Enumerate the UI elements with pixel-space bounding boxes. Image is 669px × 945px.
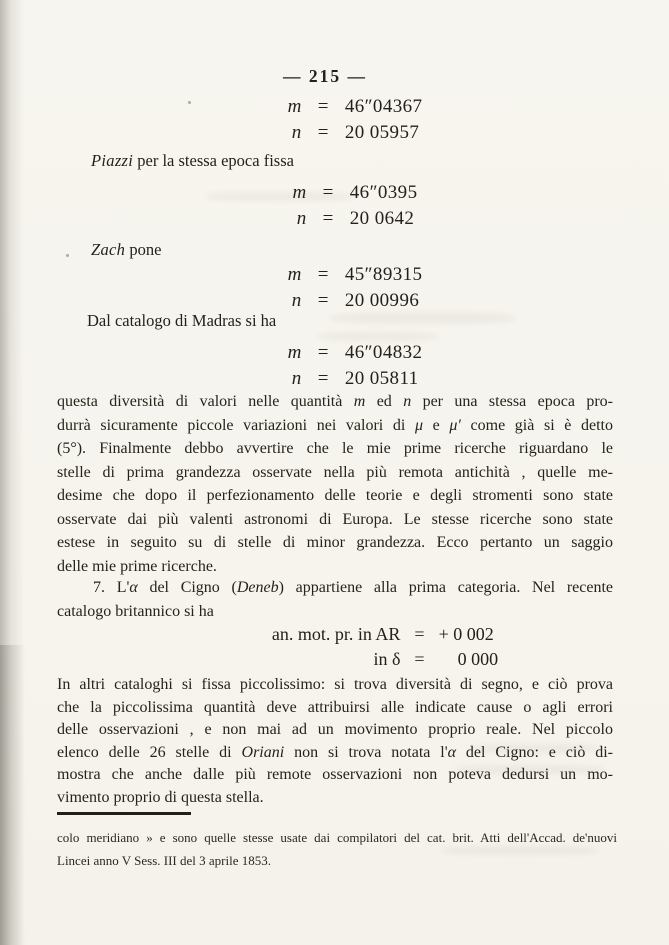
footnote-rule: [57, 812, 191, 815]
text-line: vimento proprio di questa stella.: [57, 788, 264, 806]
paragraph-diversita: [57, 390, 613, 578]
text-line: delle osservazioni , e non mai ad un movimento proprio reale. Nel piccolo: [57, 721, 613, 738]
text-line: che la piccolissima quantità deve attribuirsi alle indicate cause o agli errori: [57, 698, 613, 716]
text-line: osservate dai più valenti astronomi di Europa. Le stesse ricerche sono state: [57, 510, 613, 528]
paragraph-deneb: [57, 576, 613, 623]
equals-sign: =: [317, 96, 329, 117]
page-number: — 215 —: [283, 66, 367, 86]
text-line: 7. L'α del Cigno (Deneb) appartiene alla prima categoria. Nel recente: [93, 579, 614, 596]
delta-label: in δ: [373, 649, 401, 669]
delta-value: 0 000: [457, 649, 499, 669]
equals-sign: =: [414, 649, 425, 669]
footnote: [57, 826, 617, 872]
equals-sign: =: [317, 342, 329, 363]
footnote-line: Lincei anno V Sess. III del 3 aprile 1853.: [57, 853, 271, 868]
eq-variable-m: m: [287, 342, 302, 363]
eq-value-n: 20 0642: [349, 208, 415, 229]
text-line: (5°). Finalmente debbo avvertire che le mie prime ricerche riguardano le: [57, 440, 613, 457]
equals-sign: =: [317, 264, 329, 285]
eq-value-m: 46″0395: [349, 182, 418, 203]
paragraph-cataloghi: [57, 674, 613, 809]
zach-caption: Zach pone: [91, 240, 162, 259]
equation-group-madras: [57, 340, 617, 392]
text-line: desime che dopo il perfezionamento delle teorie e degli stromenti sono state: [57, 487, 613, 504]
equation-group-zach: [57, 262, 617, 314]
page-corner-shade: [0, 645, 34, 945]
eq-value-n: 20 05811: [344, 368, 419, 389]
eq-value-n: 20 05957: [344, 122, 420, 143]
eq-value-m: 46″04832: [344, 342, 423, 363]
text-line: estese in seguito su di stelle di minor grandezza. Ecco pertanto un saggio: [57, 534, 613, 551]
ar-value: + 0 002: [438, 624, 494, 644]
text-line: delle mie prime ricerche.: [57, 557, 217, 575]
text-line: In altri cataloghi si fissa piccolissimo: si trova diversità di segno, e ciò prova: [57, 676, 613, 693]
equals-sign: =: [322, 182, 334, 203]
eq-value-n: 20 00996: [344, 290, 420, 311]
eq-variable-m: m: [287, 96, 302, 117]
eq-variable-n: n: [296, 208, 307, 229]
equals-sign: =: [317, 290, 329, 311]
eq-value-m: 46″04367: [344, 96, 423, 117]
madras-caption: Dal catalogo di Madras si ha: [87, 311, 277, 330]
equals-sign: =: [322, 208, 334, 229]
eq-variable-m: m: [287, 264, 302, 285]
text-line: catalogo britannico si ha: [57, 602, 214, 620]
eq-variable-n: n: [291, 122, 302, 143]
text-line: elenco delle 26 stelle di Oriani non si trova notata l'α del Cigno: e ciò di-: [57, 743, 613, 761]
eq-variable-n: n: [291, 290, 302, 311]
equals-sign: =: [414, 624, 425, 644]
eq-value-m: 45″89315: [344, 264, 423, 285]
eq-variable-m: m: [292, 182, 307, 203]
footnote-line: colo meridiano » e sono quelle stesse usate dai compilatori del cat. brit. Atti dell'Accad. de'nuovi: [57, 830, 617, 845]
equation-group-piazzi: [57, 180, 617, 232]
text-line: mostra che anche dalle più remote osservazioni non poteva dedursi un mo-: [57, 766, 613, 783]
piazzi-caption: Piazzi per la stessa epoca fissa: [91, 151, 294, 170]
eq-variable-n: n: [291, 368, 302, 389]
equals-sign: =: [317, 368, 329, 389]
text-line: questa diversità di valori nelle quantità m ed n per una stessa epoca pro-: [57, 393, 613, 410]
text-line: durrà sicuramente piccole variazioni nei valori di μ e μ′ come già si è detto: [57, 416, 614, 434]
equation-group-british-catalog: [57, 94, 617, 146]
text-line: stelle di prima grandezza osservate nella più remota antichità , quelle me-: [57, 463, 613, 481]
equals-sign: =: [317, 122, 329, 143]
ar-label: an. mot. pr. in AR: [271, 624, 401, 644]
equation-annual-motion: [57, 622, 617, 672]
